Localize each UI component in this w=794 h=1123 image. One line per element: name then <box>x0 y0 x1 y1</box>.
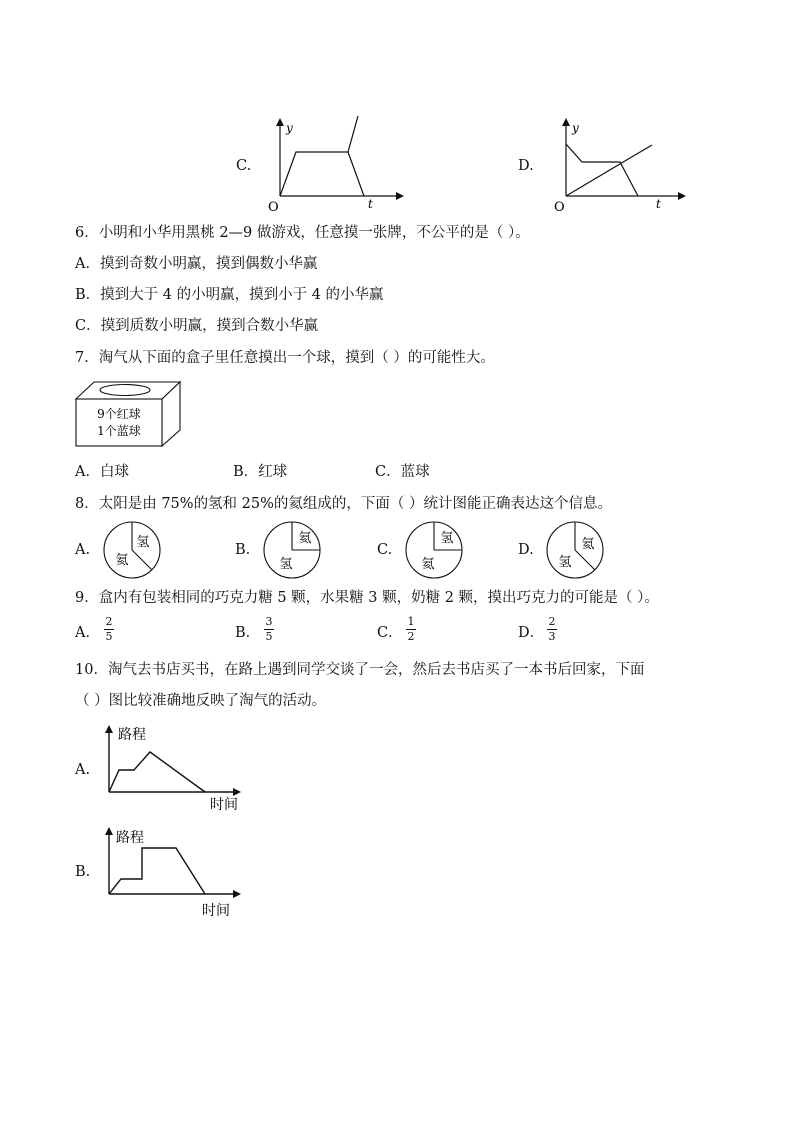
q9-option-a-num: 2 <box>105 615 113 628</box>
q7-option-a: A．白球 <box>75 464 129 480</box>
graph-10a-y-label: 路程 <box>118 727 146 743</box>
pie-c <box>404 520 464 580</box>
q7-stem: 7．淘气从下面的盒子里任意摸出一个球，摸到（ ）的可能性大。 <box>75 350 495 366</box>
q6-option-c: C．摸到质数小明赢，摸到合数小华赢 <box>75 318 319 334</box>
box-text-red: 9个红球 <box>97 407 141 421</box>
q9-option-b-num: 3 <box>265 615 273 628</box>
q8-label-a: A. <box>75 542 91 558</box>
graph-c-curve-1 <box>280 152 364 196</box>
q9-option-d-fraction <box>547 616 557 643</box>
q8-label-b: B. <box>235 542 251 558</box>
q9-option-a-den: 5 <box>105 630 113 643</box>
q9-option-a-label: A． <box>75 625 100 641</box>
graph-c-origin: O <box>268 200 279 215</box>
q10-option-b-label: B. <box>75 864 91 880</box>
graph-d-x-arrow <box>678 192 686 200</box>
graph-c-y-label: y <box>286 121 293 135</box>
q8-label-d: D. <box>518 542 534 558</box>
graph-10a-x-arrow <box>233 788 241 796</box>
pie-b-small-label: 氦 <box>298 531 312 546</box>
q9-option-d-den: 3 <box>548 630 556 643</box>
graph-10b <box>98 824 248 920</box>
graph-c-y-arrow <box>276 118 284 126</box>
graph-c <box>262 112 412 216</box>
graph-10a-x-label: 时间 <box>210 797 238 813</box>
pie-a <box>102 520 162 580</box>
pie-b <box>262 520 322 580</box>
graph-10a-curve <box>109 752 205 792</box>
q9-option-c-num: 1 <box>407 615 415 628</box>
q10-stem-line2: （ ）图比较准确地反映了淘气的活动。 <box>75 693 327 709</box>
graph-d-curve-2 <box>566 145 652 196</box>
graph-c-x-arrow <box>396 192 404 200</box>
q9-option-c-label: C． <box>377 625 403 641</box>
q8-label-c: C. <box>377 542 393 558</box>
option-c-label: C. <box>236 158 252 174</box>
pie-a-small-label: 氢 <box>136 535 150 550</box>
option-d-label: D. <box>518 158 534 174</box>
graph-10b-y-arrow <box>105 827 113 835</box>
graph-d-y-arrow <box>562 118 570 126</box>
graph-10b-y-label: 路程 <box>116 830 144 846</box>
pie-c-small-label: 氢 <box>440 531 454 546</box>
q9-option-d-num: 2 <box>548 615 556 628</box>
pie-d-large-label: 氢 <box>558 555 572 570</box>
q8-stem: 8．太阳是由 75%的氢和 25%的氦组成的，下面（ ）统计图能正确表达这个信息。 <box>75 496 613 512</box>
pie-a-large-label: 氦 <box>115 553 129 568</box>
q9-stem: 9．盒内有包装相同的巧克力糖 5 颗，水果糖 3 颗，奶糖 2 颗，摸出巧克力的可能是（ ）。 <box>75 590 659 606</box>
q9-option-b-den: 5 <box>265 630 273 643</box>
q7-option-b: B．红球 <box>233 464 288 480</box>
pie-d-small-label: 氦 <box>581 537 595 552</box>
box-hole <box>100 385 150 396</box>
ball-box <box>74 379 184 449</box>
graph-d-y-label: y <box>572 121 579 135</box>
graph-d-curve-1 <box>566 144 638 196</box>
graph-c-curve-2 <box>348 116 358 152</box>
q9-option-b-fraction <box>264 616 274 643</box>
q6-option-b: B．摸到大于 4 的小明赢，摸到小于 4 的小华赢 <box>75 287 384 303</box>
q6-stem: 6．小明和小华用黑桃 2—9 做游戏，任意摸一张牌，不公平的是（ ）。 <box>75 225 530 241</box>
q9-option-c-den: 2 <box>407 630 415 643</box>
graph-10a <box>98 722 248 814</box>
graph-c-t-label: t <box>368 197 373 211</box>
graph-d <box>552 112 692 216</box>
graph-10b-curve <box>109 848 205 894</box>
q7-option-c: C．蓝球 <box>375 464 430 480</box>
graph-d-t-label: t <box>656 197 661 211</box>
q10-option-a-label: A. <box>75 762 91 778</box>
graph-d-origin: O <box>554 200 565 215</box>
pie-b-large-label: 氢 <box>279 557 293 572</box>
graph-10a-y-arrow <box>105 725 113 733</box>
q10-stem-line1: 10．淘气去书店买书，在路上遇到同学交谈了一会，然后去书店买了一本书后回家，下面 <box>75 662 645 678</box>
q9-option-a-fraction <box>104 616 114 643</box>
pie-c-large-label: 氦 <box>421 557 435 572</box>
q9-option-d-label: D． <box>518 625 545 641</box>
graph-10b-x-label: 时间 <box>202 903 230 919</box>
q9-option-c-fraction <box>406 616 416 643</box>
q6-option-a: A．摸到奇数小明赢，摸到偶数小华赢 <box>75 256 318 272</box>
box-text-blue: 1个蓝球 <box>97 424 141 438</box>
pie-d <box>545 520 605 580</box>
q9-option-b-label: B． <box>235 625 261 641</box>
graph-10b-x-arrow <box>233 890 241 898</box>
